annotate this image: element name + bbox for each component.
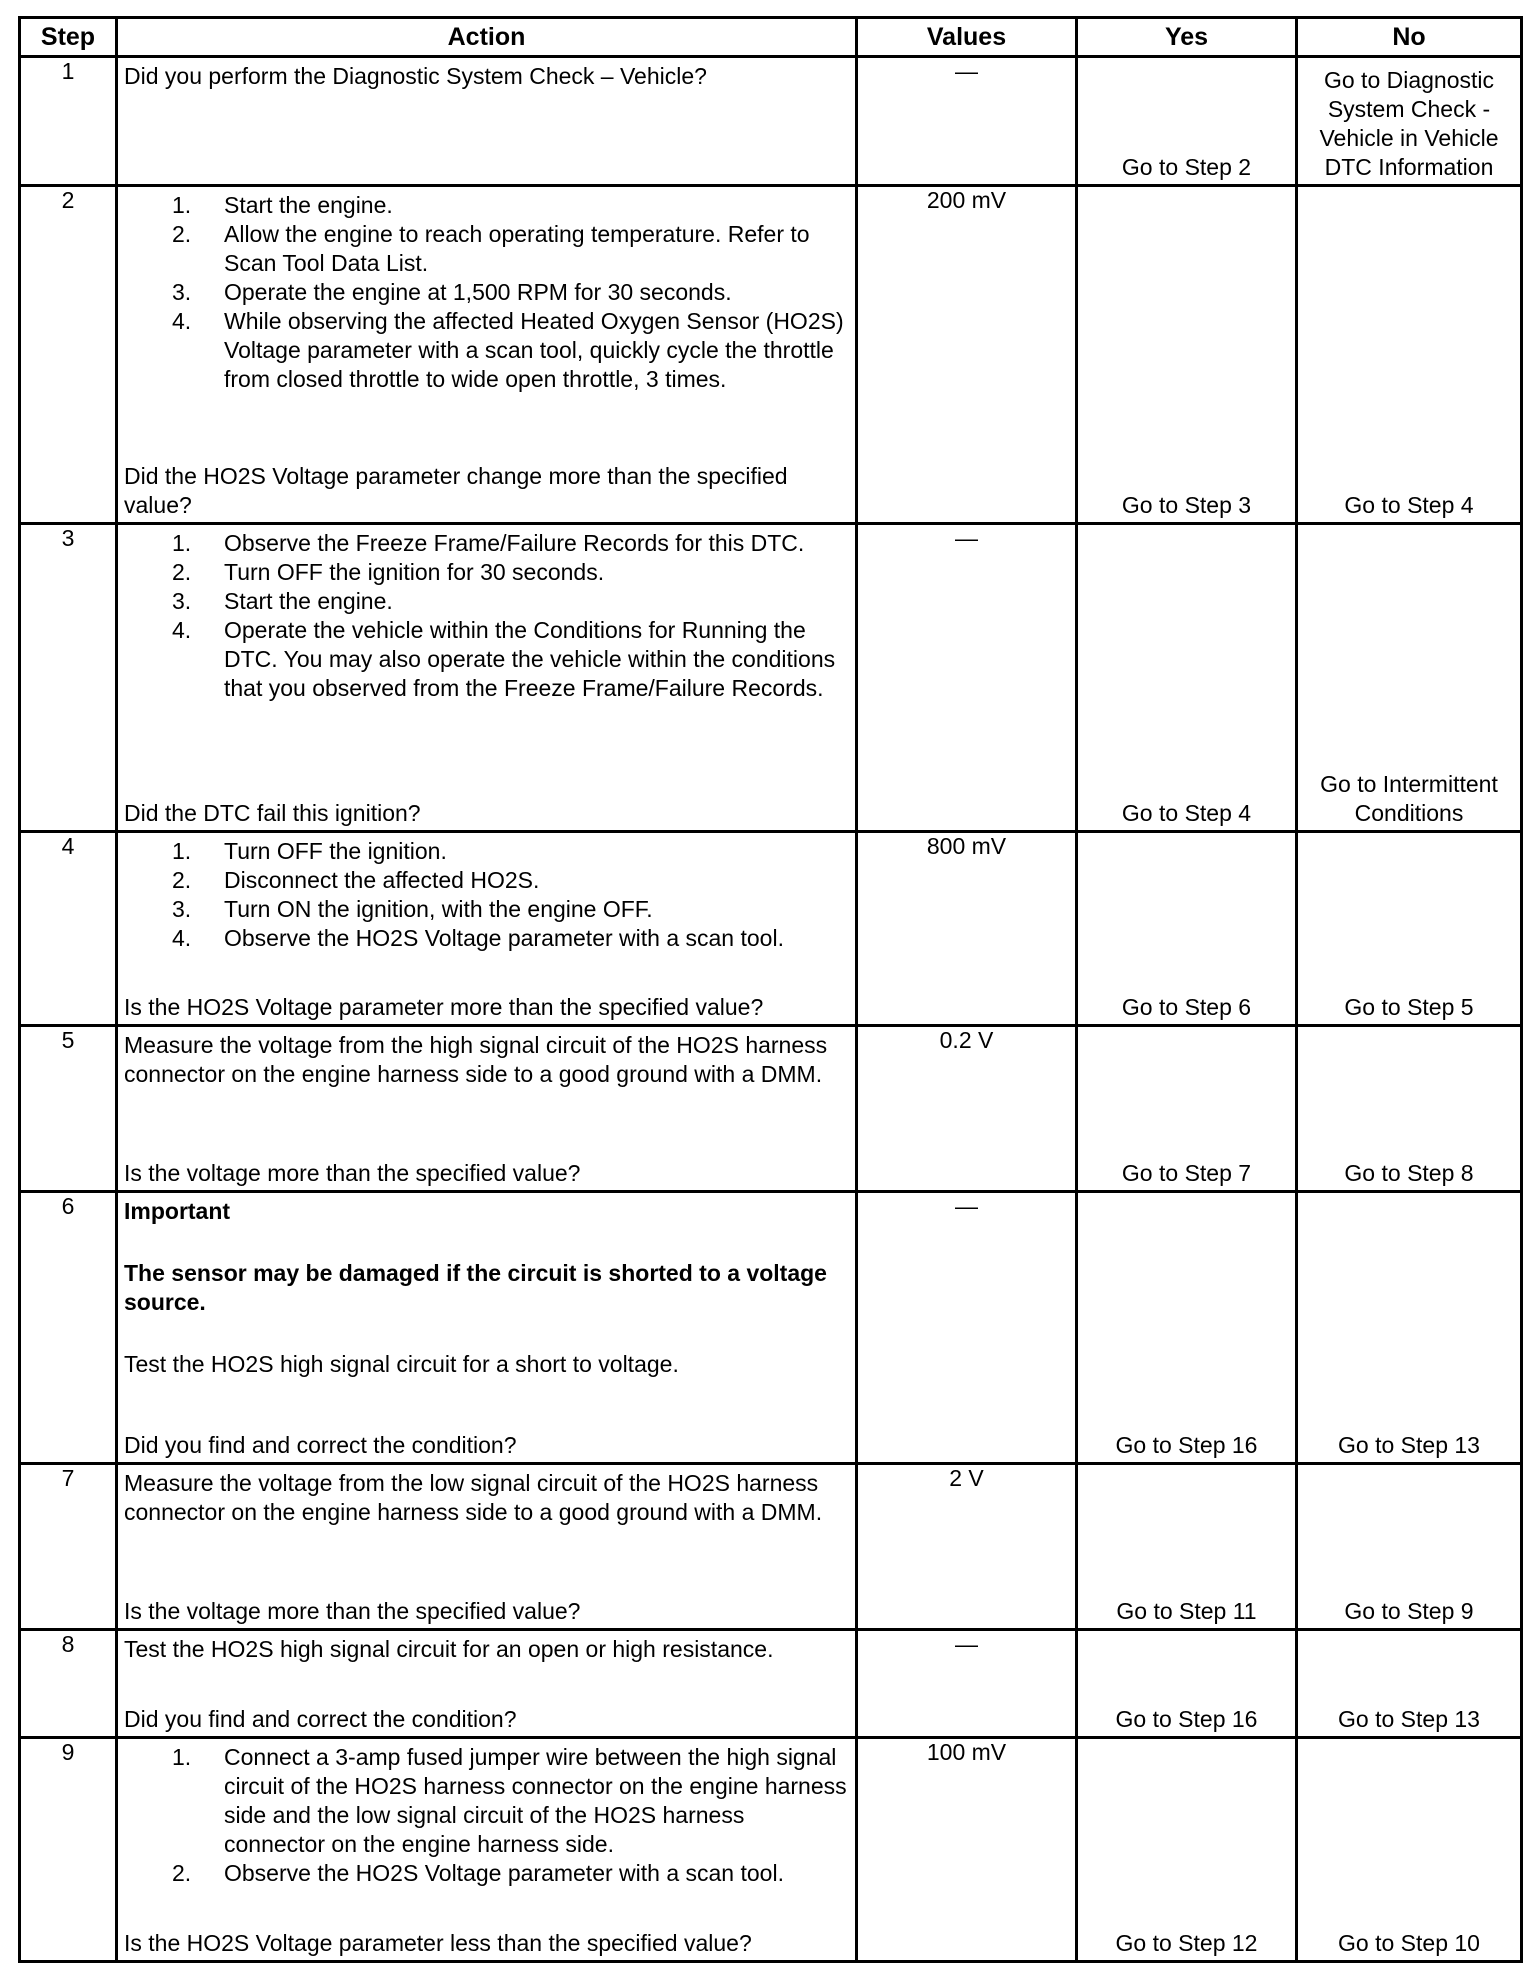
yes-result: Go to Step 16 <box>1115 1706 1258 1732</box>
action-step: Turn OFF the ignition. <box>224 838 447 864</box>
action-text: Measure the voltage from the low signal circuit of the HO2S harness connector on the engine harness side to a good ground with a DMM. <box>124 1470 823 1525</box>
action-step: Connect a 3-amp fused jumper wire between the high signal circuit of the HO2S harness connector on the engine harness side and the low signal circuit of the HO2S harness connector on the engine harness side. <box>224 1744 847 1857</box>
step-number: 9 <box>20 1738 117 1962</box>
yes-cell <box>1077 57 1297 186</box>
action-step: Allow the engine to reach operating temperature. Refer to Scan Tool Data List. <box>224 221 810 276</box>
table-row <box>20 1192 1522 1464</box>
table-row <box>20 1738 1522 1962</box>
action-question: Is the voltage more than the specified value? <box>124 1598 581 1624</box>
important-note: Important <box>124 1198 231 1224</box>
no-cell <box>1297 1630 1522 1738</box>
no-result: Go to Intermittent Conditions <box>1320 771 1498 826</box>
action-step: Operate the engine at 1,500 RPM for 30 seconds. <box>224 279 732 305</box>
action-body <box>118 525 855 703</box>
action-step: Observe the HO2S Voltage parameter with a scan tool. <box>224 1860 784 1886</box>
table-row <box>20 1630 1522 1738</box>
no-cell <box>1297 1738 1522 1962</box>
no-result: Go to Step 8 <box>1344 1160 1474 1186</box>
no-cell <box>1297 57 1522 186</box>
table-row <box>20 524 1522 832</box>
step-number: 5 <box>20 1026 117 1192</box>
value-cell: 2 V <box>857 1464 1077 1630</box>
no-result: Go to Diagnostic System Check - Vehicle in Vehicle DTC Information <box>1319 67 1499 180</box>
header-action: Action <box>117 18 857 57</box>
header-row <box>20 18 1522 57</box>
action-question: Is the HO2S Voltage parameter less than the specified value? <box>124 1930 752 1956</box>
yes-cell <box>1077 832 1297 1026</box>
action-step: Start the engine. <box>224 192 393 218</box>
no-result: Go to Step 13 <box>1338 1706 1480 1732</box>
step-number: 3 <box>20 524 117 832</box>
table-row <box>20 57 1522 186</box>
action-steps <box>124 191 849 394</box>
important-note: The sensor may be damaged if the circuit is shorted to a voltage source. <box>124 1260 827 1315</box>
action-cell <box>117 1464 857 1630</box>
value-cell: 100 mV <box>857 1738 1077 1962</box>
action-text: Measure the voltage from the high signal circuit of the HO2S harness connector on the engine harness side to a good ground with a DMM. <box>124 1032 828 1087</box>
yes-result: Go to Step 16 <box>1115 1432 1258 1458</box>
action-body <box>118 1631 855 1664</box>
no-cell <box>1297 832 1522 1026</box>
no-cell <box>1297 1026 1522 1192</box>
value-cell: 200 mV <box>857 186 1077 524</box>
header-step: Step <box>20 18 117 57</box>
value-cell: — <box>857 57 1077 186</box>
no-result: Go to Step 5 <box>1344 994 1474 1020</box>
yes-result: Go to Step 3 <box>1121 492 1252 518</box>
yes-result: Go to Step 2 <box>1121 154 1252 180</box>
header-no: No <box>1297 18 1522 57</box>
yes-result: Go to Step 12 <box>1115 1930 1258 1956</box>
no-cell <box>1297 1464 1522 1630</box>
yes-result: Go to Step 11 <box>1116 1598 1257 1624</box>
yes-cell <box>1077 1192 1297 1464</box>
no-result: Go to Step 9 <box>1344 1598 1474 1624</box>
action-step: Start the engine. <box>224 588 393 614</box>
table-row <box>20 832 1522 1026</box>
value-cell: — <box>857 1630 1077 1738</box>
no-cell <box>1297 1192 1522 1464</box>
action-question: Did the DTC fail this ignition? <box>124 800 421 826</box>
action-question: Did you find and correct the condition? <box>124 1432 517 1458</box>
action-cell <box>117 1192 857 1464</box>
action-steps <box>124 837 849 953</box>
action-cell <box>117 524 857 832</box>
step-number: 6 <box>20 1192 117 1464</box>
action-text: Did you perform the Diagnostic System Check – Vehicle? <box>124 63 707 89</box>
yes-cell <box>1077 1464 1297 1630</box>
step-number: 8 <box>20 1630 117 1738</box>
action-question: Did the HO2S Voltage parameter change more than the specified value? <box>124 463 788 518</box>
action-cell <box>117 57 857 186</box>
table-row <box>20 186 1522 524</box>
action-cell <box>117 1738 857 1962</box>
action-steps <box>124 1743 849 1888</box>
action-question: Is the voltage more than the specified value? <box>124 1160 581 1186</box>
action-cell <box>117 1630 857 1738</box>
action-steps <box>124 529 849 703</box>
table-row <box>20 1464 1522 1630</box>
action-body <box>118 1027 855 1089</box>
yes-result: Go to Step 7 <box>1121 1160 1252 1186</box>
no-cell <box>1297 186 1522 524</box>
step-number: 4 <box>20 832 117 1026</box>
action-question: Is the HO2S Voltage parameter more than the specified value? <box>124 994 764 1020</box>
action-body <box>118 187 855 394</box>
yes-result: Go to Step 4 <box>1121 800 1252 826</box>
step-number: 2 <box>20 186 117 524</box>
no-result: Go to Step 10 <box>1338 1930 1480 1956</box>
action-body <box>118 1739 855 1888</box>
no-result: Go to Step 13 <box>1338 1432 1480 1458</box>
action-step: While observing the affected Heated Oxygen Sensor (HO2S) Voltage parameter with a scan tool, quickly cycle the throttle from closed throttle to wide open throttle, 3 times. <box>224 308 844 392</box>
no-cell <box>1297 524 1522 832</box>
action-step: Operate the vehicle within the Conditions for Running the DTC. You may also operate the vehicle within the conditions that you observed from the Freeze Frame/Failure Records. <box>224 617 836 701</box>
action-step: Observe the HO2S Voltage parameter with a scan tool. <box>224 925 784 951</box>
yes-cell <box>1077 524 1297 832</box>
action-text: Test the HO2S high signal circuit for an open or high resistance. <box>124 1636 774 1662</box>
action-step: Observe the Freeze Frame/Failure Records for this DTC. <box>224 530 805 556</box>
value-cell: — <box>857 524 1077 832</box>
yes-cell <box>1077 186 1297 524</box>
header-values: Values <box>857 18 1077 57</box>
action-cell <box>117 186 857 524</box>
yes-cell <box>1077 1738 1297 1962</box>
action-body <box>118 1193 855 1379</box>
diagnostic-table <box>18 16 1523 1963</box>
action-question: Did you find and correct the condition? <box>124 1706 517 1732</box>
yes-result: Go to Step 6 <box>1121 994 1252 1020</box>
value-cell: 0.2 V <box>857 1026 1077 1192</box>
step-number: 1 <box>20 57 117 186</box>
action-step: Turn ON the ignition, with the engine OFF. <box>224 896 653 922</box>
action-cell <box>117 1026 857 1192</box>
step-number: 7 <box>20 1464 117 1630</box>
action-cell <box>117 832 857 1026</box>
action-text: Test the HO2S high signal circuit for a short to voltage. <box>124 1351 679 1377</box>
header-yes: Yes <box>1077 18 1297 57</box>
action-body <box>118 833 855 953</box>
action-step: Disconnect the affected HO2S. <box>224 867 540 893</box>
no-result: Go to Step 4 <box>1344 492 1474 518</box>
table-row <box>20 1026 1522 1192</box>
yes-cell <box>1077 1026 1297 1192</box>
action-step: Turn OFF the ignition for 30 seconds. <box>224 559 605 585</box>
value-cell: 800 mV <box>857 832 1077 1026</box>
action-body <box>118 1465 855 1527</box>
value-cell: — <box>857 1192 1077 1464</box>
yes-cell <box>1077 1630 1297 1738</box>
action-body <box>118 58 855 91</box>
